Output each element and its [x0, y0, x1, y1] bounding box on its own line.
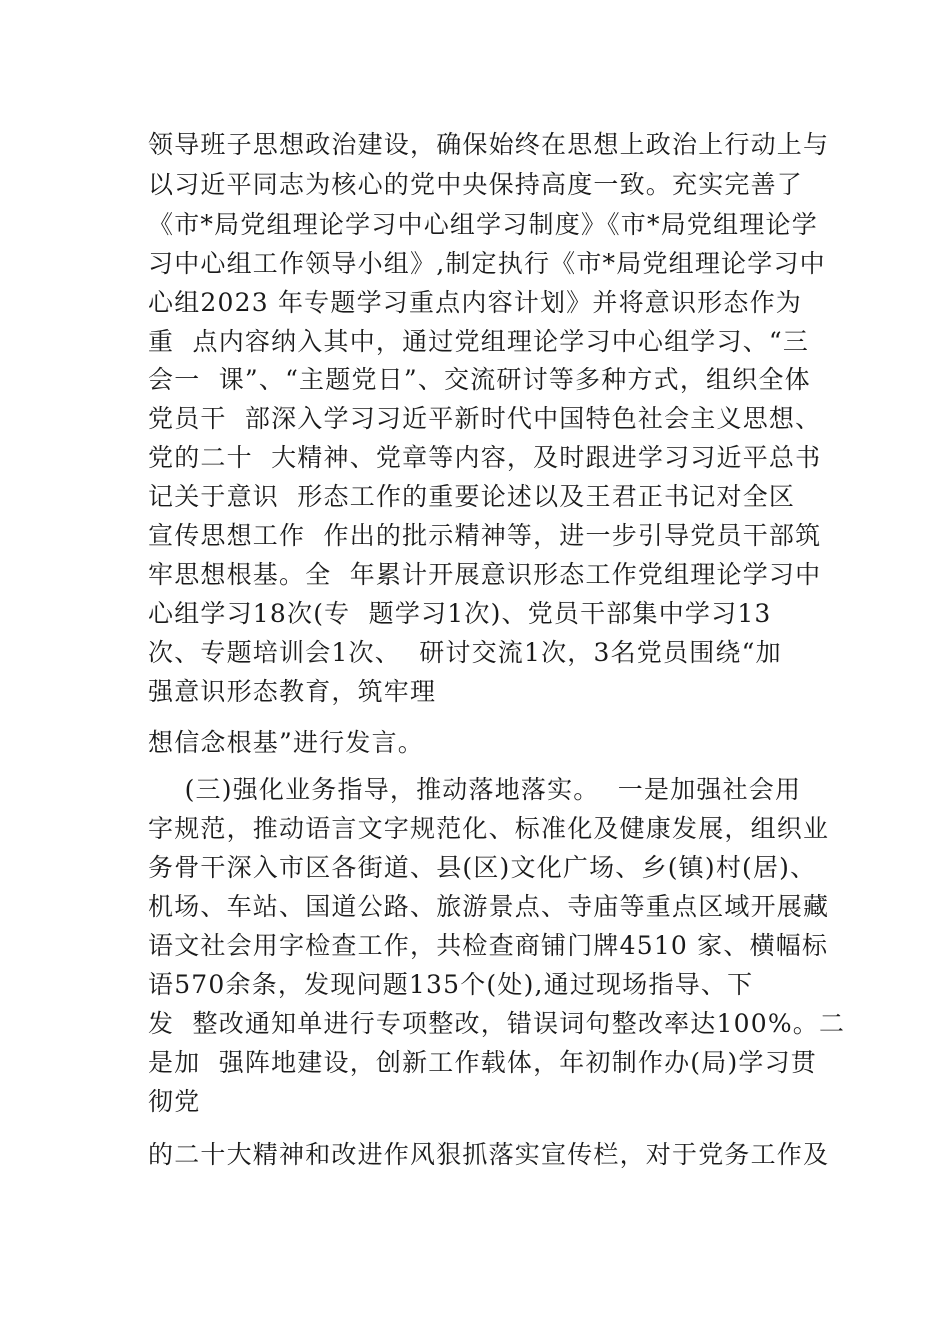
section-heading-line: (三)强化业务指导，推动落地落实。 一是加强社会用 — [148, 775, 802, 804]
text-line: 牢思想根基。全 年累计开展意识形态工作党组理论学习中 — [148, 560, 822, 589]
text-line: 习中心组工作领导小组》,制定执行《市*局党组理论学习中 — [148, 249, 826, 278]
text-line: 彻党 — [148, 1087, 201, 1116]
text-line: 的二十大精神和改进作风狠抓落实宣传栏，对于党务工作及 — [148, 1140, 830, 1169]
text-line: 领导班子思想政治建设，确保始终在思想上政治上行动上与 — [148, 130, 830, 159]
text-line: 机场、车站、国道公路、旅游景点、寺庙等重点区域开展藏 — [148, 892, 830, 921]
text-line: 语570余条，发现问题135个(处),通过现场指导、下 — [148, 970, 754, 999]
text-line: 次、专题培训会1次、 研讨交流1次，3名党员围绕“加 — [148, 638, 782, 667]
text-line: 党的二十 大精神、党章等内容，及时跟进学习习近平总书 — [148, 443, 822, 472]
text-line: 重 点内容纳入其中，通过党组理论学习中心组学习、“三 — [148, 327, 810, 356]
text-line: 是加 强阵地建设，创新工作载体，年初制作办(局)学习贯 — [148, 1048, 818, 1077]
text-line: 发 整改通知单进行专项整改，错误词句整改率达100%。二 — [148, 1009, 846, 1038]
text-line: 字规范，推动语言文字规范化、标准化及健康发展，组织业 — [148, 814, 830, 843]
text-line: 务骨干深入市区各街道、县(区)文化广场、乡(镇)村(居)、 — [148, 853, 817, 882]
text-line: 会一 课”、“主题党日”、交流研讨等多种方式，组织全体 — [148, 365, 811, 394]
text-line: 想信念根基”进行发言。 — [148, 728, 424, 757]
text-line: 党员干 部深入学习习近平新时代中国特色社会主义思想、 — [148, 404, 822, 433]
text-line: 心组2023 年专题学习重点内容计划》并将意识形态作为 — [148, 288, 802, 317]
text-line: 心组学习18次(专 题学习1次)、党员干部集中学习13 — [148, 599, 772, 628]
text-line: 宣传思想工作 作出的批示精神等，进一步引导党员干部筑 — [148, 521, 822, 550]
text-line: 以习近平同志为核心的党中央保持高度一致。充实完善了 — [148, 170, 804, 199]
text-line: 强意识形态教育，筑牢理 — [148, 677, 437, 706]
text-line: 记关于意识 形态工作的重要论述以及王君正书记对全区 — [148, 482, 796, 511]
text-line: 《市*局党组理论学习中心组学习制度》《市*局党组理论学 — [148, 210, 818, 239]
text-line: 语文社会用字检查工作，共检查商铺门牌4510 家、横幅标 — [148, 931, 829, 960]
